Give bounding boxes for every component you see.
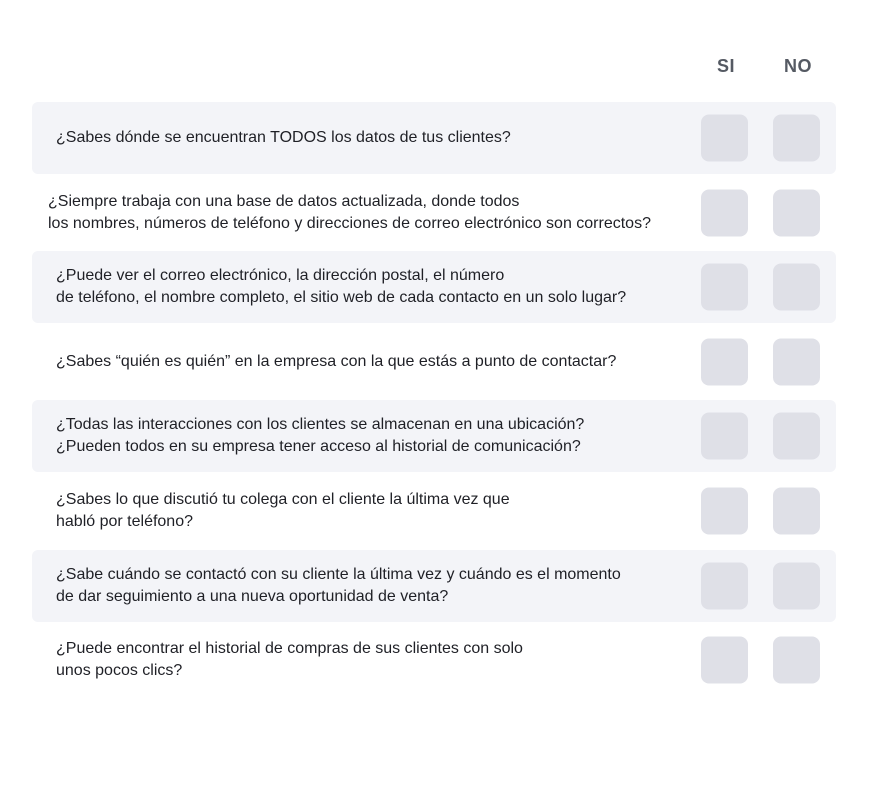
question-line: los nombres, números de teléfono y direcciones de correo electrónico son correctos? <box>48 214 651 232</box>
question-row <box>32 326 836 398</box>
question-row <box>32 624 836 696</box>
no-checkbox[interactable] <box>773 562 820 609</box>
question-text <box>48 191 688 235</box>
no-checkbox[interactable] <box>773 487 820 534</box>
question-text <box>56 351 696 373</box>
question-text <box>56 489 696 533</box>
yes-checkbox[interactable] <box>701 264 748 311</box>
yes-checkbox[interactable] <box>701 637 748 684</box>
question-text <box>56 414 696 458</box>
yes-checkbox[interactable] <box>701 338 748 385</box>
question-text <box>56 638 696 682</box>
no-column-label: NO <box>784 56 812 76</box>
yes-checkbox[interactable] <box>701 189 748 236</box>
column-header <box>0 56 879 84</box>
question-line: habló por teléfono? <box>56 512 193 530</box>
question-row <box>32 400 836 472</box>
question-line: ¿Siempre trabaja con una base de datos actualizada, donde todos <box>48 192 520 210</box>
question-row <box>32 102 836 174</box>
question-line: unos pocos clics? <box>56 662 183 680</box>
yes-checkbox[interactable] <box>701 413 748 460</box>
no-checkbox[interactable] <box>773 264 820 311</box>
questionnaire <box>32 102 836 699</box>
question-text <box>56 265 696 309</box>
yes-checkbox[interactable] <box>701 487 748 534</box>
question-line: ¿Sabe cuándo se contactó con su cliente la última vez y cuándo es el momento <box>56 565 621 583</box>
question-row <box>32 550 836 622</box>
question-row <box>32 177 836 249</box>
question-line: ¿Sabes dónde se encuentran TODOS los datos de tus clientes? <box>56 129 511 146</box>
yes-checkbox[interactable] <box>701 115 748 162</box>
question-line: ¿Sabes lo que discutió tu colega con el cliente la última vez que <box>56 490 510 508</box>
question-line: ¿Puede ver el correo electrónico, la dirección postal, el número <box>56 267 505 285</box>
no-checkbox[interactable] <box>773 637 820 684</box>
question-line: ¿Todas las interacciones con los clientes se almacenan en una ubicación? <box>56 416 585 434</box>
question-line: ¿Puede encontrar el historial de compras de sus clientes con solo <box>56 640 523 658</box>
question-line: ¿Pueden todos en su empresa tener acceso al historial de comunicación? <box>56 438 581 456</box>
question-line: ¿Sabes “quién es quién” en la empresa con la que estás a punto de contactar? <box>56 352 617 370</box>
question-row <box>32 475 836 547</box>
no-checkbox[interactable] <box>773 338 820 385</box>
question-text <box>56 564 696 608</box>
question-row <box>32 251 836 323</box>
no-checkbox[interactable] <box>773 189 820 236</box>
question-line: de dar seguimiento a una nueva oportunidad de venta? <box>56 587 449 605</box>
no-checkbox[interactable] <box>773 115 820 162</box>
question-line: de teléfono, el nombre completo, el sitio web de cada contacto en un solo lugar? <box>56 289 627 307</box>
yes-checkbox[interactable] <box>701 562 748 609</box>
no-checkbox[interactable] <box>773 413 820 460</box>
yes-column-label: SI <box>716 56 735 76</box>
question-text <box>56 127 696 149</box>
